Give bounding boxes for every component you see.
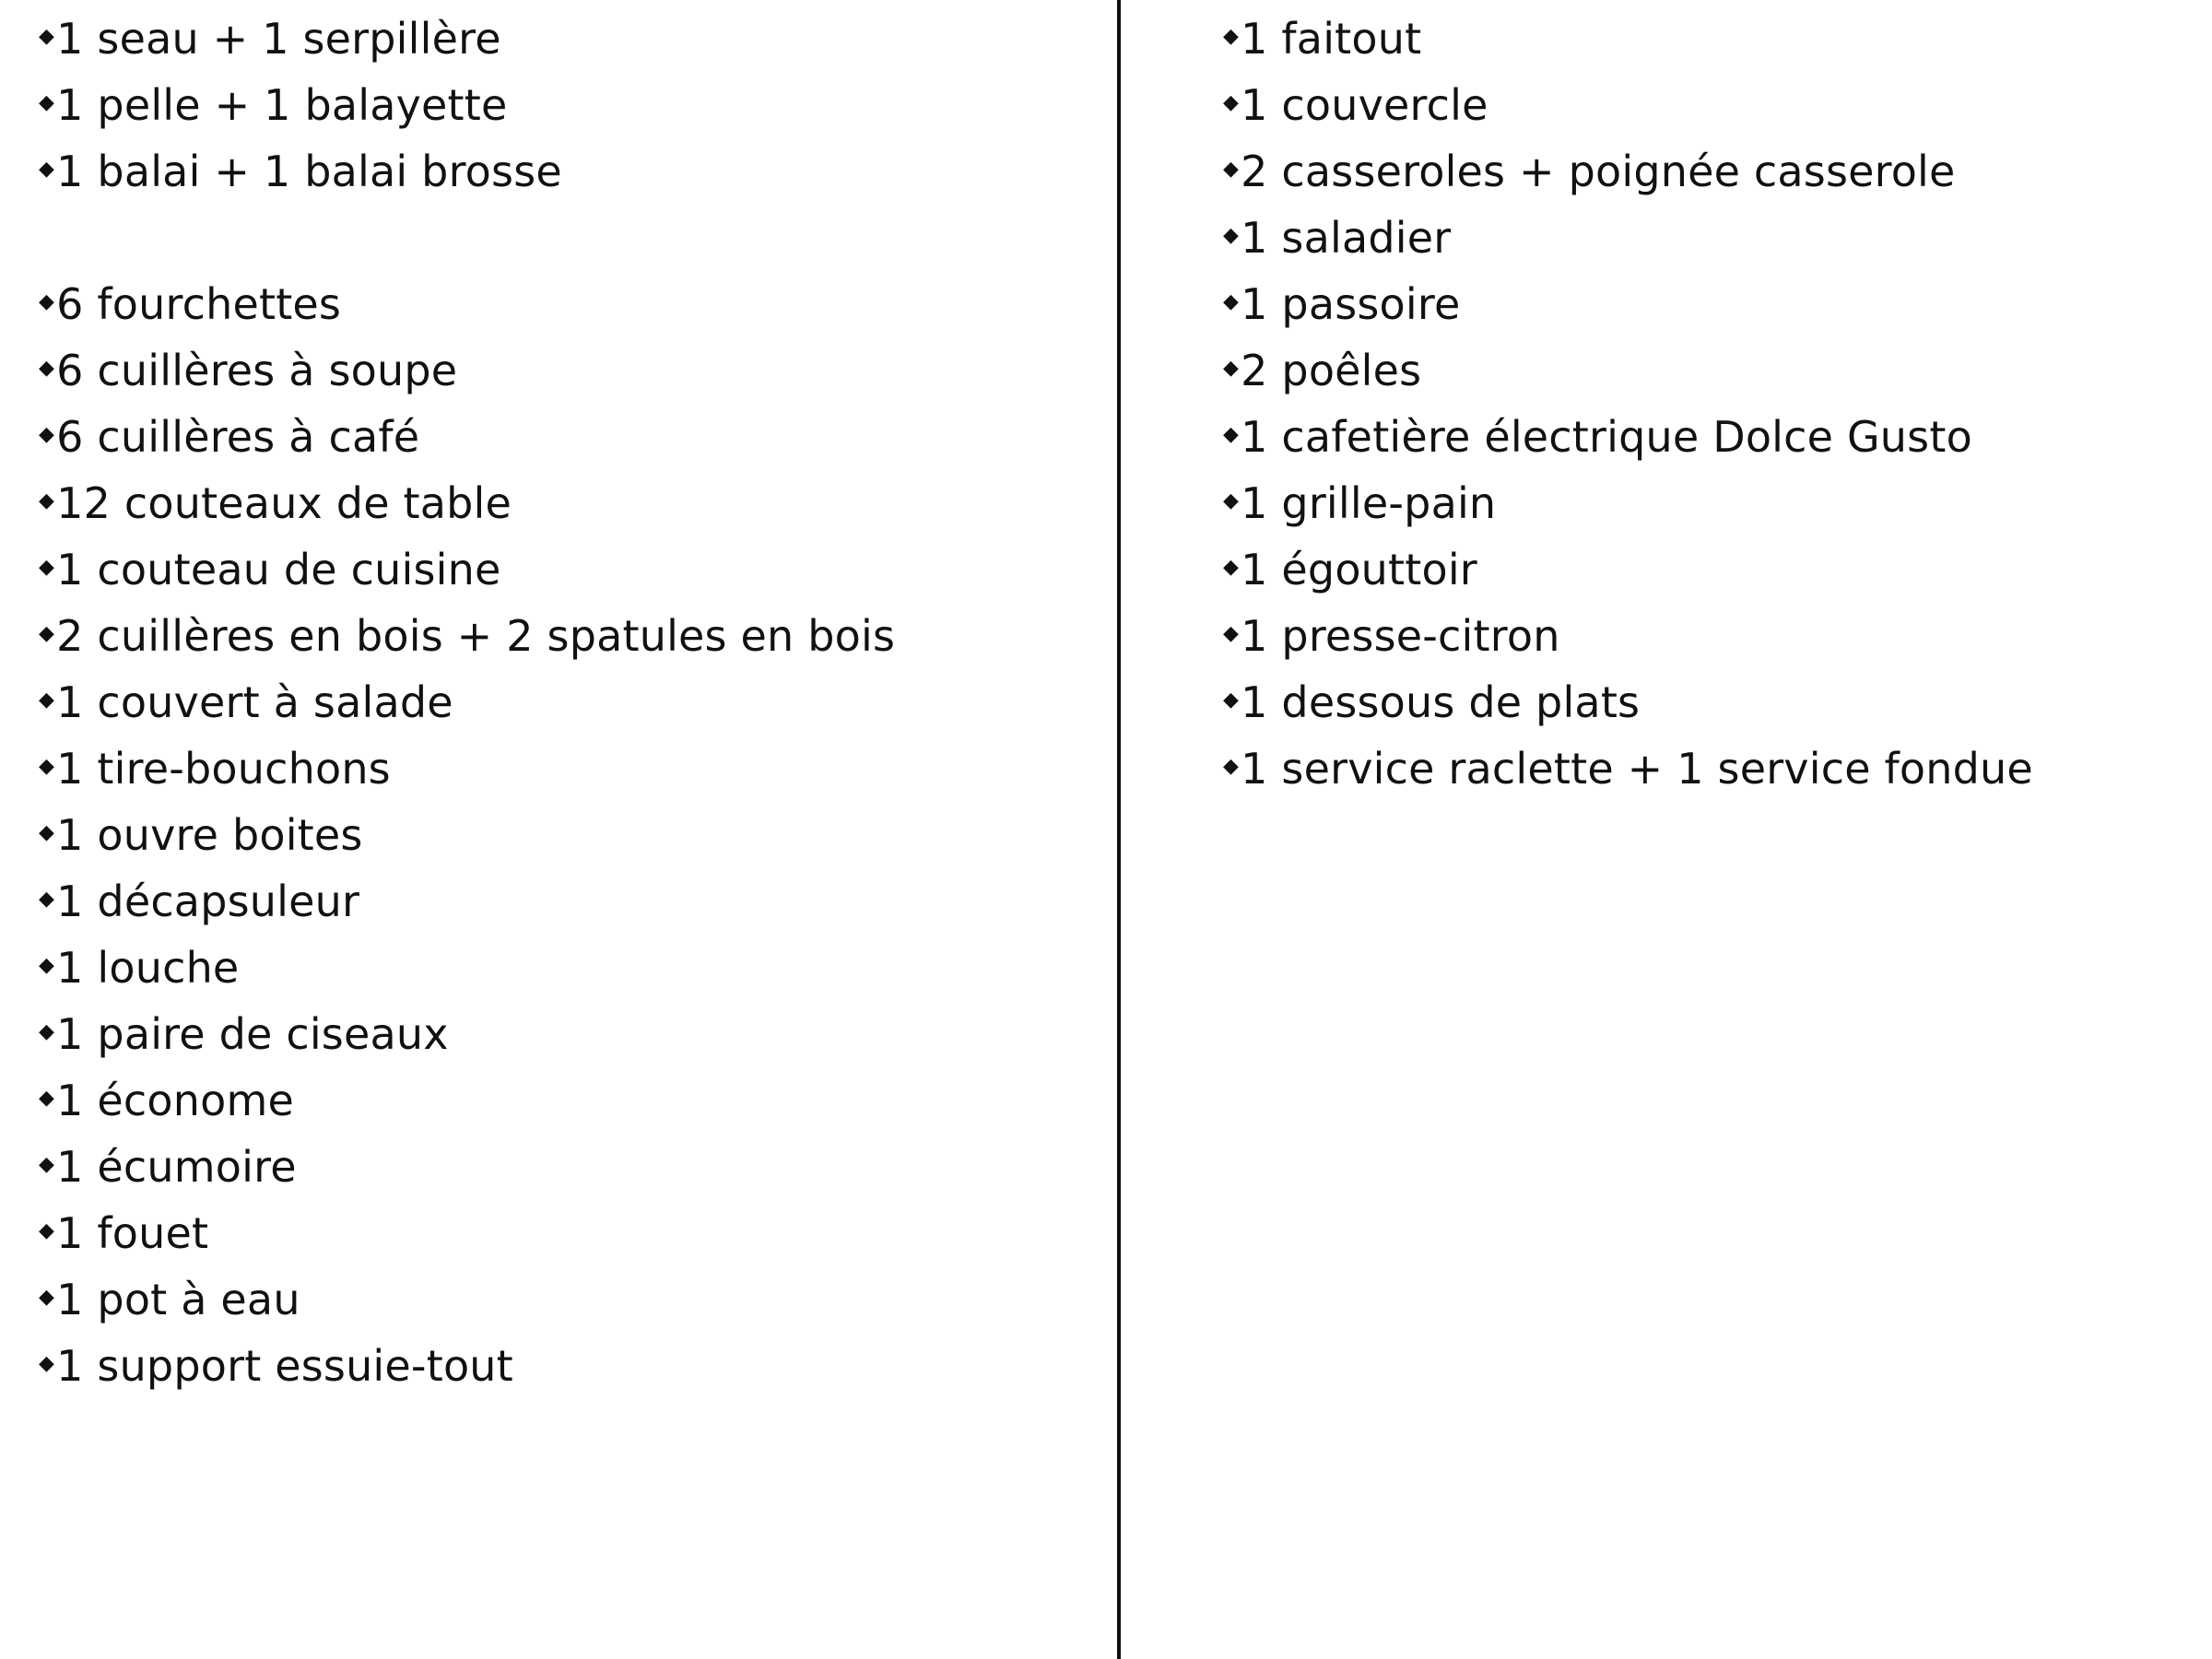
diamond-bullet-icon: ◆ — [39, 888, 55, 911]
list-item-text: 1 louche — [56, 943, 240, 993]
list-item — [39, 933, 239, 999]
list-item-text: 1 cafetière électrique Dolce Gusto — [1241, 412, 1972, 462]
list-item — [39, 1198, 208, 1265]
list-item — [39, 1065, 294, 1132]
diamond-bullet-icon: ◆ — [39, 821, 55, 844]
diamond-bullet-icon: ◆ — [1223, 357, 1240, 380]
list-item-text: 2 casseroles + poignée casserole — [1241, 147, 1956, 196]
list-item-text: 1 seau + 1 serpillère — [56, 14, 501, 64]
diamond-bullet-icon: ◆ — [1223, 25, 1240, 48]
diamond-bullet-icon: ◆ — [39, 423, 55, 446]
list-item — [39, 136, 562, 203]
list-item-text: 1 pelle + 1 balayette — [56, 80, 508, 130]
diamond-bullet-icon: ◆ — [1223, 556, 1240, 579]
list-item — [39, 999, 449, 1065]
list-item — [1223, 335, 1421, 402]
list-item — [39, 535, 500, 601]
list-item-text: 1 ouvre boites — [56, 810, 363, 860]
column-divider — [1117, 0, 1121, 1659]
list-item-text: 1 pot à eau — [56, 1275, 300, 1324]
list-item — [39, 70, 508, 136]
list-item-text: 1 couteau de cuisine — [56, 545, 501, 594]
diamond-bullet-icon: ◆ — [39, 1219, 55, 1242]
list-item — [39, 667, 453, 734]
list-item-text: 1 presse-citron — [1241, 611, 1560, 661]
list-item-text: 6 fourchettes — [56, 279, 342, 329]
diamond-bullet-icon: ◆ — [1223, 290, 1240, 313]
list-item-text: 1 fouet — [56, 1208, 209, 1258]
diamond-bullet-icon: ◆ — [39, 1286, 55, 1309]
diamond-bullet-icon: ◆ — [1223, 423, 1240, 446]
diamond-bullet-icon: ◆ — [39, 688, 55, 712]
list-item — [1223, 203, 1451, 269]
list-item-text: 1 écumoire — [56, 1142, 297, 1192]
list-item — [1223, 601, 1560, 667]
list-item — [39, 1132, 297, 1198]
list-item-text: 2 cuillères en bois + 2 spatules en bois — [56, 611, 896, 661]
diamond-bullet-icon: ◆ — [39, 1020, 55, 1043]
list-item — [39, 601, 895, 667]
diamond-bullet-icon: ◆ — [39, 1087, 55, 1110]
list-item — [1223, 402, 1972, 468]
list-item — [39, 1265, 300, 1331]
list-item — [39, 734, 391, 800]
list-item-text: 1 saladier — [1241, 213, 1452, 263]
list-item-text: 1 service raclette + 1 service fondue — [1241, 744, 2033, 794]
list-item-text: 2 poêles — [1241, 346, 1422, 395]
diamond-bullet-icon: ◆ — [39, 1352, 55, 1375]
diamond-bullet-icon: ◆ — [39, 556, 55, 579]
list-item-text: 1 couvercle — [1241, 80, 1488, 130]
diamond-bullet-icon: ◆ — [39, 489, 55, 512]
list-item — [39, 4, 501, 70]
list-item-text: 1 paire de ciseaux — [56, 1009, 449, 1059]
diamond-bullet-icon: ◆ — [1223, 224, 1240, 247]
list-item — [39, 800, 363, 866]
diamond-bullet-icon: ◆ — [39, 357, 55, 380]
list-item — [39, 335, 457, 402]
list-item-text: 1 décapsuleur — [56, 877, 360, 926]
list-item-text: 1 égouttoir — [1241, 545, 1477, 594]
list-item-text: 1 grille-pain — [1241, 478, 1497, 528]
list-item-text: 12 couteaux de table — [56, 478, 512, 528]
list-item-text: 1 tire-bouchons — [56, 744, 391, 794]
list-item — [1223, 269, 1460, 335]
diamond-bullet-icon: ◆ — [39, 290, 55, 313]
diamond-bullet-icon: ◆ — [1223, 688, 1240, 712]
diamond-bullet-icon: ◆ — [39, 91, 55, 114]
diamond-bullet-icon: ◆ — [1223, 755, 1240, 778]
list-item — [1223, 667, 1640, 734]
list-item — [39, 1331, 513, 1397]
list-item-text: 1 passoire — [1241, 279, 1461, 329]
diamond-bullet-icon: ◆ — [39, 755, 55, 778]
list-item — [39, 468, 512, 535]
list-item-text: 1 faitout — [1241, 14, 1422, 64]
list-item — [1223, 468, 1496, 535]
list-item — [39, 269, 341, 335]
diamond-bullet-icon: ◆ — [1223, 489, 1240, 512]
diamond-bullet-icon: ◆ — [1223, 158, 1240, 181]
list-item — [1223, 136, 1956, 203]
list-item-text: 1 dessous de plats — [1241, 677, 1641, 727]
diamond-bullet-icon: ◆ — [39, 25, 55, 48]
diamond-bullet-icon: ◆ — [39, 158, 55, 181]
list-item — [1223, 734, 2033, 800]
list-item-text: 1 balai + 1 balai brosse — [56, 147, 562, 196]
list-item — [1223, 70, 1488, 136]
list-item-text: 6 cuillères à café — [56, 412, 420, 462]
diamond-bullet-icon: ◆ — [39, 622, 55, 645]
diamond-bullet-icon: ◆ — [39, 954, 55, 977]
diamond-bullet-icon: ◆ — [1223, 91, 1240, 114]
list-item — [1223, 4, 1421, 70]
list-item — [1223, 535, 1477, 601]
diamond-bullet-icon: ◆ — [39, 1153, 55, 1176]
list-item — [39, 402, 419, 468]
list-item-text: 1 support essuie-tout — [56, 1341, 513, 1391]
list-item-text: 1 couvert à salade — [56, 677, 453, 727]
list-item-text: 1 économe — [56, 1076, 294, 1125]
list-item-text: 6 cuillères à soupe — [56, 346, 458, 395]
list-item — [39, 866, 359, 933]
diamond-bullet-icon: ◆ — [1223, 622, 1240, 645]
